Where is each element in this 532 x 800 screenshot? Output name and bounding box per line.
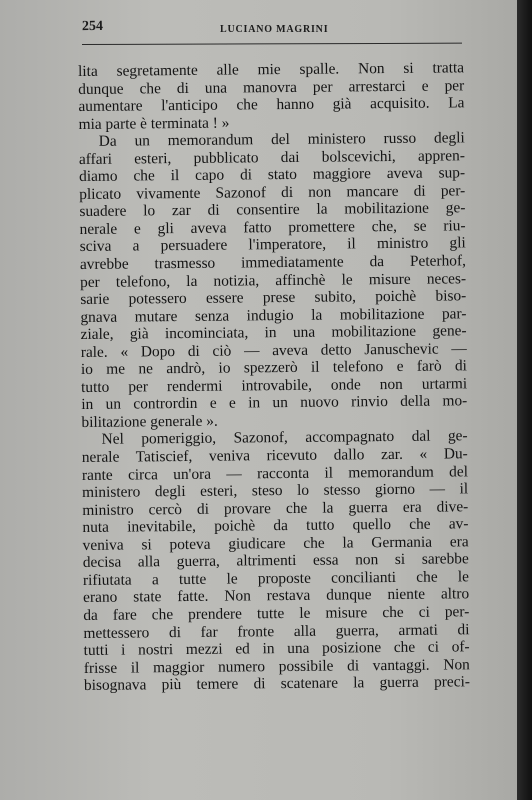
text-line: ziale, già incominciata, in una mobilitazione gene- bbox=[80, 322, 467, 344]
page-number: 254 bbox=[81, 18, 104, 35]
page-edge-shadow bbox=[517, 0, 532, 800]
text-line: nerale Tatiscief, veniva ricevuto dallo zar. « Du- bbox=[81, 445, 468, 467]
text-line: affari esteri, pubblicato dai bolscevichi, appren- bbox=[78, 147, 465, 168]
text-line: sarie potessero essere prese subito, poichè biso- bbox=[80, 287, 467, 309]
text-line: io me ne andrò, io spezzerò il telefono e farò di bbox=[80, 357, 468, 379]
text-line: Da un memorandum del ministero russo degli bbox=[98, 129, 465, 150]
text-line: bisognava più temere di scatenare la guerra preci- bbox=[83, 673, 471, 695]
text-line: per telefono, la notizia, affinchè le misure neces- bbox=[80, 269, 467, 291]
text-line: nuta inevitabile, poichè da tutto quello che av- bbox=[82, 515, 469, 537]
running-head: LUCIANO MAGRINI bbox=[220, 24, 329, 35]
text-line: frisse il maggior numero possibile di vantaggi. Non bbox=[83, 655, 470, 677]
text-line: mia parte è terminata ! » bbox=[78, 114, 230, 133]
text-line: ministro cercò di provare che la guerra era dive- bbox=[82, 497, 469, 519]
text-line: Nel pomeriggio, Sazonof, accompagnato dal ge- bbox=[101, 427, 468, 449]
text-line: gnava mutare senza indugio la mobilitazione par- bbox=[80, 304, 467, 326]
text-line: aumentare l'anticipo che hanno già acquisito. La bbox=[78, 94, 465, 116]
text-line: ministero degli esteri, steso lo stesso giorno — il bbox=[82, 480, 469, 502]
body-text bbox=[78, 59, 470, 694]
text-line: sciva a persuadere l'imperatore, il ministro gli bbox=[79, 234, 466, 256]
text-line: in un contrordin e e in un nuovo rinvio della mo- bbox=[81, 392, 468, 414]
text-line: veniva si poteva giudicare che la Germania era bbox=[82, 533, 469, 554]
text-line: avrebbe trasmesso immediatamente da Peterhof, bbox=[79, 252, 466, 274]
text-line: plicato vivamente Sazonof di non mancare di per- bbox=[79, 182, 466, 203]
paragraph bbox=[79, 129, 468, 431]
header-rule bbox=[82, 43, 462, 45]
text-line: tutto per rendermi introvabile, onde non urtarmi bbox=[81, 375, 468, 396]
text-line: decisa alla guerra, altrimenti essa non si sarebbe bbox=[82, 550, 469, 572]
text-line: mettessero di far fronte alla guerra, armati di bbox=[83, 620, 470, 642]
text-line: diamo che il capo di stato maggiore aveva sup- bbox=[79, 164, 466, 186]
text-line: nerale e gli aveva fatto promettere che, se riu- bbox=[79, 217, 466, 238]
text-line: erano state fatte. Non restava dunque niente altro bbox=[83, 585, 470, 607]
page-header bbox=[82, 18, 462, 40]
text-line: dunque che di una manovra per arrestarci e per bbox=[78, 76, 465, 98]
text-line: suadere lo zar di consentire la mobilitazione ge- bbox=[79, 199, 466, 221]
text-line: bilitazione generale ». bbox=[81, 412, 218, 431]
text-line: tutti i nostri mezzi ed in una posizione che ci of- bbox=[83, 638, 470, 660]
paragraph bbox=[82, 428, 471, 695]
text-line: da fare che prendere tutte le misure che ci per- bbox=[83, 603, 470, 624]
text-line: lita segretamente alle mie spalle. Non si tratta bbox=[78, 59, 465, 80]
text-line: rifiutata a tutte le proposte concilianti che le bbox=[82, 568, 470, 589]
paragraph bbox=[78, 59, 465, 133]
text-line: rante circa un'ora — racconta il memorandum del bbox=[81, 462, 469, 484]
text-line: rale. « Dopo di ciò — aveva detto Januschevic — bbox=[80, 340, 467, 361]
